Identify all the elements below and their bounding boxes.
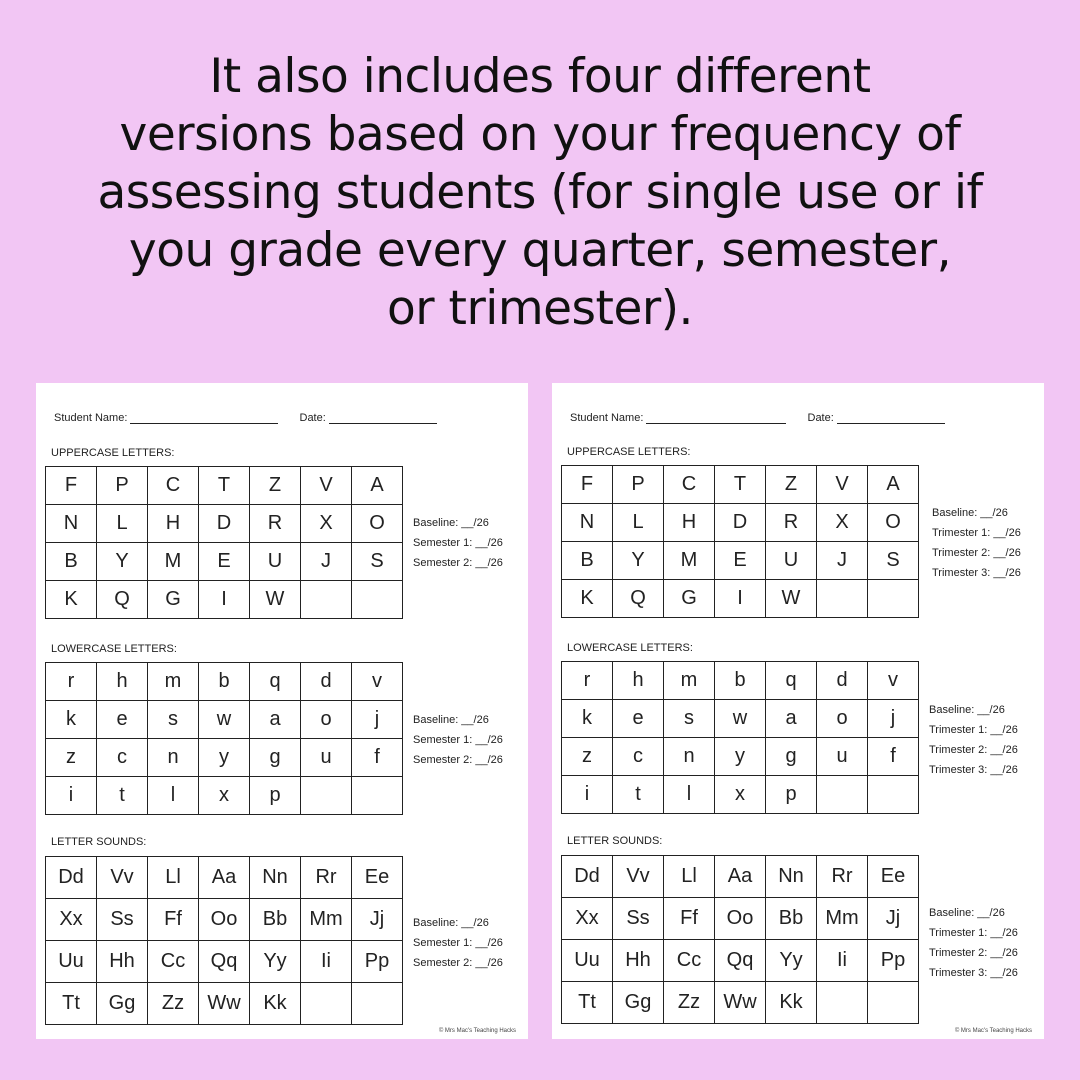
- sounds-grid: [45, 856, 403, 1025]
- grid-cell: c: [97, 739, 148, 777]
- grid-row: [46, 467, 403, 505]
- grid-cell: Bb: [250, 899, 301, 941]
- grid-cell: R: [250, 505, 301, 543]
- sounds-title: LETTER SOUNDS:: [567, 835, 663, 847]
- grid-row: [46, 857, 403, 899]
- worksheet-header: [570, 412, 945, 424]
- grid-cell: W: [766, 580, 817, 618]
- grid-cell: Pp: [352, 941, 403, 983]
- grid-cell: [352, 983, 403, 1025]
- grid-row: [562, 940, 919, 982]
- grid-cell: Vv: [97, 857, 148, 899]
- grid-row: [46, 983, 403, 1025]
- grid-cell: m: [148, 663, 199, 701]
- grid-row: [46, 663, 403, 701]
- grid-cell: p: [766, 776, 817, 814]
- grid-cell: p: [250, 777, 301, 815]
- grid-cell: v: [352, 663, 403, 701]
- grid-cell: Kk: [250, 983, 301, 1025]
- student-name-label: Student Name:: [54, 412, 128, 424]
- grid-cell: [868, 982, 919, 1024]
- grid-cell: [301, 777, 352, 815]
- grid-cell: Oo: [715, 898, 766, 940]
- grid-cell: Ii: [817, 940, 868, 982]
- grid-cell: y: [715, 738, 766, 776]
- grid-cell: Jj: [868, 898, 919, 940]
- grid-cell: Ll: [148, 857, 199, 899]
- grid-cell: R: [766, 504, 817, 542]
- grid-cell: e: [613, 700, 664, 738]
- headline-line: It also includes four different: [209, 49, 871, 104]
- copyright: © Mrs Mac's Teaching Hacks: [954, 1028, 1032, 1034]
- score-line: Semester 2: __/26: [413, 957, 503, 969]
- grid-cell: Yy: [250, 941, 301, 983]
- grid-cell: Mm: [817, 898, 868, 940]
- grid-cell: s: [148, 701, 199, 739]
- grid-cell: Zz: [664, 982, 715, 1024]
- grid-cell: T: [199, 467, 250, 505]
- score-line: Semester 2: __/26: [413, 754, 503, 766]
- grid-cell: E: [715, 542, 766, 580]
- grid-row: [46, 505, 403, 543]
- grid-cell: r: [46, 663, 97, 701]
- grid-cell: b: [199, 663, 250, 701]
- grid-cell: Ss: [613, 898, 664, 940]
- grid-cell: N: [46, 505, 97, 543]
- grid-cell: z: [46, 739, 97, 777]
- grid-cell: m: [664, 662, 715, 700]
- grid-row: [562, 700, 919, 738]
- grid-cell: Ee: [868, 856, 919, 898]
- grid-cell: Q: [97, 581, 148, 619]
- grid-cell: J: [817, 542, 868, 580]
- grid-cell: Ii: [301, 941, 352, 983]
- score-line: Semester 2: __/26: [413, 557, 503, 569]
- grid-cell: C: [664, 466, 715, 504]
- grid-cell: q: [250, 663, 301, 701]
- grid-cell: H: [664, 504, 715, 542]
- grid-cell: Gg: [97, 983, 148, 1025]
- grid-cell: Oo: [199, 899, 250, 941]
- score-line: Baseline: __/26: [413, 917, 489, 929]
- grid-cell: V: [301, 467, 352, 505]
- sounds-scores: [413, 913, 503, 973]
- grid-cell: F: [46, 467, 97, 505]
- grid-cell: Z: [250, 467, 301, 505]
- grid-cell: Qq: [199, 941, 250, 983]
- copyright: © Mrs Mac's Teaching Hacks: [438, 1028, 516, 1034]
- grid-cell: y: [199, 739, 250, 777]
- grid-cell: K: [46, 581, 97, 619]
- headline-line: you grade every quarter, semester,: [128, 223, 952, 278]
- grid-cell: C: [148, 467, 199, 505]
- uppercase-title: UPPERCASE LETTERS:: [51, 447, 175, 459]
- grid-cell: Xx: [46, 899, 97, 941]
- grid-row: [562, 662, 919, 700]
- grid-cell: h: [613, 662, 664, 700]
- grid-cell: L: [613, 504, 664, 542]
- grid-cell: l: [664, 776, 715, 814]
- uppercase-title: UPPERCASE LETTERS:: [567, 446, 691, 458]
- grid-cell: u: [817, 738, 868, 776]
- score-line: Semester 1: __/26: [413, 734, 503, 746]
- grid-cell: Vv: [613, 856, 664, 898]
- grid-cell: o: [301, 701, 352, 739]
- grid-cell: Rr: [301, 857, 352, 899]
- grid-cell: b: [715, 662, 766, 700]
- grid-cell: Ww: [715, 982, 766, 1024]
- grid-cell: Y: [97, 543, 148, 581]
- grid-cell: D: [715, 504, 766, 542]
- grid-cell: Zz: [148, 983, 199, 1025]
- grid-cell: Xx: [562, 898, 613, 940]
- date-label: Date:: [807, 412, 834, 424]
- lowercase-title: LOWERCASE LETTERS:: [567, 642, 693, 654]
- grid-cell: n: [148, 739, 199, 777]
- grid-cell: i: [562, 776, 613, 814]
- grid-cell: Nn: [250, 857, 301, 899]
- lowercase-title: LOWERCASE LETTERS:: [51, 643, 177, 655]
- grid-cell: Gg: [613, 982, 664, 1024]
- grid-cell: Dd: [562, 856, 613, 898]
- grid-row: [562, 738, 919, 776]
- grid-cell: t: [613, 776, 664, 814]
- grid-cell: Aa: [715, 856, 766, 898]
- grid-cell: z: [562, 738, 613, 776]
- grid-cell: L: [97, 505, 148, 543]
- score-line: Baseline: __/26: [929, 907, 1005, 919]
- grid-cell: u: [301, 739, 352, 777]
- grid-row: [46, 941, 403, 983]
- grid-cell: w: [199, 701, 250, 739]
- student-name-line: [646, 412, 786, 424]
- uppercase-grid: [561, 465, 919, 618]
- grid-cell: Tt: [46, 983, 97, 1025]
- score-line: Baseline: __/26: [413, 517, 489, 529]
- grid-cell: Rr: [817, 856, 868, 898]
- grid-cell: U: [250, 543, 301, 581]
- grid-cell: Bb: [766, 898, 817, 940]
- grid-cell: a: [766, 700, 817, 738]
- grid-cell: [301, 983, 352, 1025]
- grid-cell: w: [715, 700, 766, 738]
- grid-cell: [817, 776, 868, 814]
- score-line: Baseline: __/26: [932, 507, 1008, 519]
- grid-cell: x: [715, 776, 766, 814]
- grid-cell: e: [97, 701, 148, 739]
- grid-cell: r: [562, 662, 613, 700]
- grid-cell: j: [868, 700, 919, 738]
- date-label: Date:: [299, 412, 326, 424]
- uppercase-scores: [413, 513, 503, 573]
- grid-cell: Y: [613, 542, 664, 580]
- grid-cell: Cc: [148, 941, 199, 983]
- grid-cell: Ff: [664, 898, 715, 940]
- grid-cell: M: [664, 542, 715, 580]
- grid-cell: I: [199, 581, 250, 619]
- student-name-line: [130, 412, 278, 424]
- score-line: Trimester 3: __/26: [932, 567, 1021, 579]
- grid-cell: c: [613, 738, 664, 776]
- grid-row: [562, 776, 919, 814]
- grid-cell: D: [199, 505, 250, 543]
- grid-cell: Mm: [301, 899, 352, 941]
- score-line: Trimester 3: __/26: [929, 764, 1018, 776]
- score-line: Trimester 1: __/26: [929, 724, 1018, 736]
- grid-cell: W: [250, 581, 301, 619]
- grid-cell: Uu: [562, 940, 613, 982]
- grid-cell: g: [250, 739, 301, 777]
- headline-line: or trimester).: [387, 281, 693, 336]
- grid-cell: o: [817, 700, 868, 738]
- uppercase-grid: [45, 466, 403, 619]
- grid-row: [562, 542, 919, 580]
- worksheet-trimester: [552, 383, 1044, 1039]
- grid-cell: Pp: [868, 940, 919, 982]
- grid-cell: O: [352, 505, 403, 543]
- grid-cell: S: [868, 542, 919, 580]
- grid-cell: M: [148, 543, 199, 581]
- grid-cell: G: [664, 580, 715, 618]
- sounds-grid: [561, 855, 919, 1024]
- uppercase-scores: [932, 503, 1021, 583]
- grid-cell: Jj: [352, 899, 403, 941]
- grid-cell: k: [562, 700, 613, 738]
- date-line: [329, 412, 437, 424]
- score-line: Trimester 1: __/26: [929, 927, 1018, 939]
- grid-cell: Ll: [664, 856, 715, 898]
- grid-cell: B: [46, 543, 97, 581]
- grid-cell: [868, 580, 919, 618]
- grid-cell: d: [817, 662, 868, 700]
- worksheet-semester: [36, 383, 528, 1039]
- grid-row: [562, 504, 919, 542]
- grid-cell: g: [766, 738, 817, 776]
- grid-cell: P: [97, 467, 148, 505]
- grid-cell: i: [46, 777, 97, 815]
- grid-cell: A: [352, 467, 403, 505]
- grid-cell: T: [715, 466, 766, 504]
- score-line: Trimester 1: __/26: [932, 527, 1021, 539]
- grid-cell: Ff: [148, 899, 199, 941]
- grid-cell: Ss: [97, 899, 148, 941]
- grid-row: [46, 543, 403, 581]
- grid-cell: Ww: [199, 983, 250, 1025]
- grid-cell: k: [46, 701, 97, 739]
- lowercase-scores: [929, 700, 1018, 780]
- lowercase-grid: [45, 662, 403, 815]
- grid-cell: Nn: [766, 856, 817, 898]
- grid-cell: N: [562, 504, 613, 542]
- grid-row: [562, 982, 919, 1024]
- headline: [40, 48, 1040, 338]
- grid-cell: F: [562, 466, 613, 504]
- grid-cell: B: [562, 542, 613, 580]
- student-name-label: Student Name:: [570, 412, 644, 424]
- grid-cell: f: [868, 738, 919, 776]
- grid-cell: x: [199, 777, 250, 815]
- grid-row: [562, 580, 919, 618]
- grid-cell: [868, 776, 919, 814]
- worksheet-header: [54, 412, 437, 424]
- score-line: Trimester 3: __/26: [929, 967, 1018, 979]
- grid-cell: Cc: [664, 940, 715, 982]
- grid-cell: [817, 982, 868, 1024]
- grid-cell: j: [352, 701, 403, 739]
- grid-cell: P: [613, 466, 664, 504]
- grid-cell: I: [715, 580, 766, 618]
- grid-cell: Hh: [613, 940, 664, 982]
- score-line: Trimester 2: __/26: [932, 547, 1021, 559]
- grid-cell: K: [562, 580, 613, 618]
- grid-cell: E: [199, 543, 250, 581]
- grid-cell: [301, 581, 352, 619]
- grid-row: [46, 739, 403, 777]
- grid-row: [46, 777, 403, 815]
- grid-cell: A: [868, 466, 919, 504]
- grid-cell: Q: [613, 580, 664, 618]
- grid-cell: J: [301, 543, 352, 581]
- grid-cell: a: [250, 701, 301, 739]
- lowercase-scores: [413, 710, 503, 770]
- grid-cell: U: [766, 542, 817, 580]
- grid-cell: V: [817, 466, 868, 504]
- grid-cell: O: [868, 504, 919, 542]
- grid-cell: Ee: [352, 857, 403, 899]
- grid-row: [46, 701, 403, 739]
- grid-cell: t: [97, 777, 148, 815]
- date-line: [837, 412, 945, 424]
- grid-cell: Hh: [97, 941, 148, 983]
- grid-cell: H: [148, 505, 199, 543]
- grid-cell: Kk: [766, 982, 817, 1024]
- grid-row: [562, 856, 919, 898]
- headline-line: assessing students (for single use or if: [97, 165, 983, 220]
- score-line: Semester 1: __/26: [413, 537, 503, 549]
- grid-row: [46, 899, 403, 941]
- grid-cell: Tt: [562, 982, 613, 1024]
- sounds-scores: [929, 903, 1018, 983]
- grid-row: [562, 466, 919, 504]
- score-line: Baseline: __/26: [929, 704, 1005, 716]
- grid-cell: [352, 777, 403, 815]
- grid-cell: Yy: [766, 940, 817, 982]
- grid-cell: X: [817, 504, 868, 542]
- grid-row: [46, 581, 403, 619]
- grid-cell: [352, 581, 403, 619]
- headline-line: versions based on your frequency of: [119, 107, 961, 162]
- grid-cell: Qq: [715, 940, 766, 982]
- grid-cell: v: [868, 662, 919, 700]
- grid-cell: l: [148, 777, 199, 815]
- score-line: Baseline: __/26: [413, 714, 489, 726]
- grid-cell: s: [664, 700, 715, 738]
- sounds-title: LETTER SOUNDS:: [51, 836, 147, 848]
- grid-cell: q: [766, 662, 817, 700]
- grid-cell: G: [148, 581, 199, 619]
- grid-cell: d: [301, 663, 352, 701]
- grid-cell: S: [352, 543, 403, 581]
- score-line: Trimester 2: __/26: [929, 947, 1018, 959]
- grid-row: [562, 898, 919, 940]
- grid-cell: Uu: [46, 941, 97, 983]
- grid-cell: Dd: [46, 857, 97, 899]
- grid-cell: [817, 580, 868, 618]
- score-line: Semester 1: __/26: [413, 937, 503, 949]
- score-line: Trimester 2: __/26: [929, 744, 1018, 756]
- grid-cell: h: [97, 663, 148, 701]
- grid-cell: f: [352, 739, 403, 777]
- grid-cell: X: [301, 505, 352, 543]
- grid-cell: Aa: [199, 857, 250, 899]
- grid-cell: Z: [766, 466, 817, 504]
- lowercase-grid: [561, 661, 919, 814]
- grid-cell: n: [664, 738, 715, 776]
